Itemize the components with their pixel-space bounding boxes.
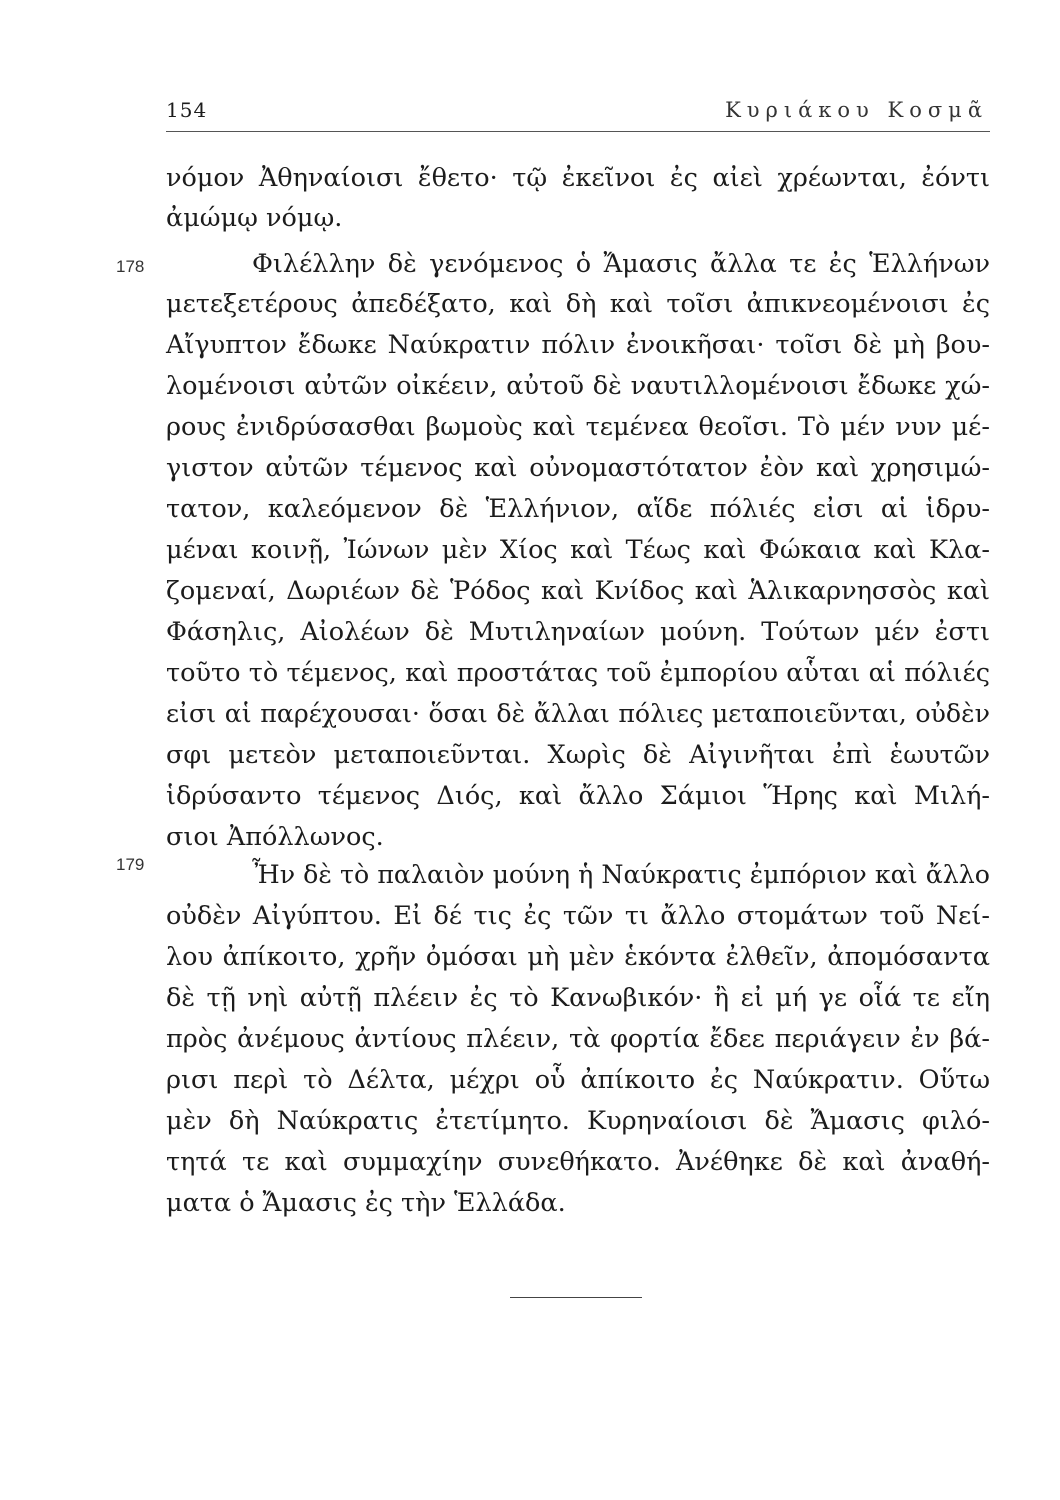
text-line: Φιλέλλην δὲ γενόμενος ὁ Ἄμασις ἄλλα τε ἐς Ἑλλήνων (252, 249, 990, 279)
section-number-178: 178 (116, 257, 145, 276)
text-line: λου ἀπίκοιτο, χρῆν ὀμόσαι μὴ μὲν ἑκόντα ἐλθεῖν, ἀπομόσαντα (166, 942, 990, 972)
section-number-179: 179 (116, 855, 145, 874)
text-line: τοῦτο τὸ τέμενος, καὶ προστάτας τοῦ ἐμπορίου αὗται αἱ πόλιές (166, 658, 990, 688)
text-line: σιοι Ἀπόλλωνος. (166, 822, 384, 852)
text-line: μετεξετέρους ἀπεδέξατο, καὶ δὴ καὶ τοῖσι ἀπικνεομένοισι ἐς (166, 289, 990, 319)
end-rule (510, 1297, 642, 1298)
text-line: λομένοισι αὐτῶν οἰκέειν, αὐτοῦ δὲ ναυτιλλομένοισι ἔδωκε χώ- (166, 371, 990, 401)
text-line: μὲν δὴ Ναύκρατις ἐτετίμητο. Κυρηναίοισι δὲ Ἄμασις φιλό- (166, 1106, 990, 1136)
text-line: Φάσηλις, Αἰολέων δὲ Μυτιληναίων μούνη. Τούτων μέν ἐστι (166, 617, 990, 647)
text-line: δὲ τῇ νηὶ αὐτῇ πλέειν ἐς τὸ Κανωβικόν· ἢ εἰ μή γε οἷά τε εἴη (166, 983, 990, 1013)
text-line: γιστον αὐτῶν τέμενος καὶ οὐνομαστότατον ἐὸν καὶ χρησιμώ- (166, 453, 990, 483)
text-line: τατον, καλεόμενον δὲ Ἑλλήνιον, αἵδε πόλιές εἰσι αἱ ἱδρυ- (166, 494, 990, 524)
text-line: ρους ἐνιδρύσασθαι βωμοὺς καὶ τεμένεα θεοῖσι. Τὸ μέν νυν μέ- (166, 412, 990, 442)
running-head: Κυριάκου Κοσμᾶ (725, 98, 988, 122)
text-line: πρὸς ἀνέμους ἀντίους πλέειν, τὰ φορτία ἔδεε περιάγειν ἐν βά- (166, 1024, 990, 1054)
text-line: ζομεναί, Δωριέων δὲ Ῥόδος καὶ Κνίδος καὶ Ἁλικαρνησσὸς καὶ (166, 576, 990, 606)
header-rule (166, 131, 990, 132)
text-line: σφι μετεὸν μεταποιεῦνται. Χωρὶς δὲ Αἰγινῆται ἐπὶ ἑωυτῶν (166, 740, 990, 770)
text-line: νόμον Ἀθηναίοισι ἔθετο· τῷ ἐκεῖνοι ἐς αἰεὶ χρέωνται, ἐόντι (166, 163, 990, 193)
text-line: Αἴγυπτον ἔδωκε Ναύκρατιν πόλιν ἐνοικῆσαι· τοῖσι δὲ μὴ βου- (166, 330, 990, 360)
text-line: Ἦν δὲ τὸ παλαιὸν μούνη ἡ Ναύκρατις ἐμπόριον καὶ ἄλλο (252, 860, 990, 889)
text-line: ματα ὁ Ἄμασις ἐς τὴν Ἑλλάδα. (166, 1188, 566, 1218)
text-line: ἱδρύσαντο τέμενος Διός, καὶ ἄλλο Σάμιοι Ἥρης καὶ Μιλή- (166, 781, 990, 811)
text-line: οὐδὲν Αἰγύπτου. Εἰ δέ τις ἐς τῶν τι ἄλλο στομάτων τοῦ Νεί- (166, 901, 990, 931)
text-line: ρισι περὶ τὸ Δέλτα, μέχρι οὗ ἀπίκοιτο ἐς Ναύκρατιν. Οὕτω (166, 1065, 990, 1095)
text-line: ἀμώμῳ νόμῳ. (166, 203, 343, 233)
text-line: εἰσι αἱ παρέχουσαι· ὅσαι δὲ ἄλλαι πόλιες μεταποιεῦνται, οὐδὲν (166, 699, 990, 728)
page-number: 154 (166, 98, 208, 122)
text-line: μέναι κοινῇ, Ἰώνων μὲν Χίος καὶ Τέως καὶ Φώκαια καὶ Κλα- (166, 535, 990, 565)
text-line: τητά τε καὶ συμμαχίην συνεθήκατο. Ἀνέθηκε δὲ καὶ ἀναθή- (166, 1147, 990, 1177)
